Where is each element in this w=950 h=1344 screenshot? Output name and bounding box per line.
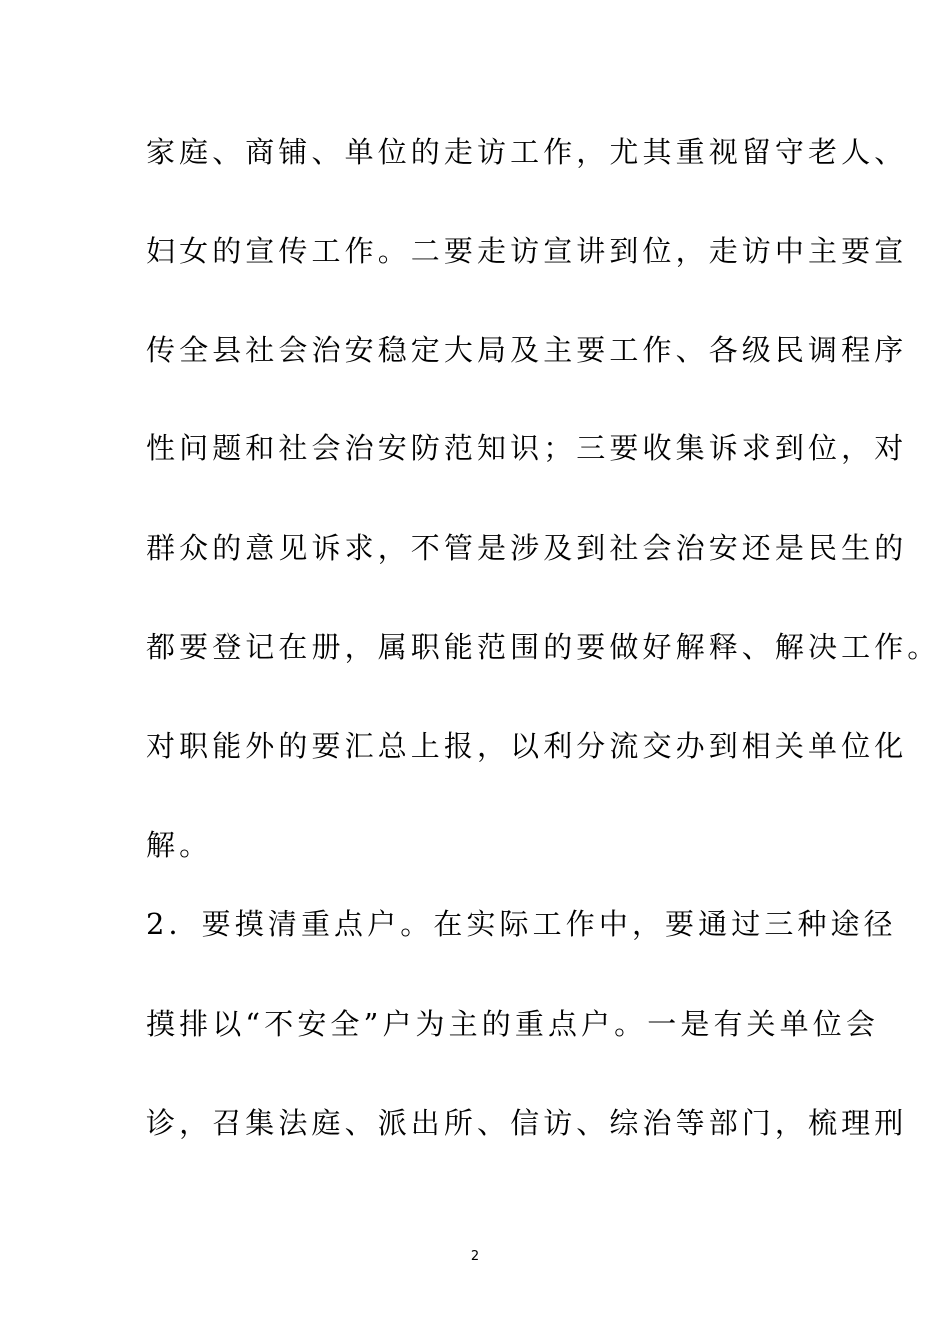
text-line: 群众的意见诉求，不管是涉及到社会治安还是民生的 [146,531,908,565]
text-line: 对职能外的要汇总上报，以利分流交办到相关单位化 [146,729,908,763]
text-line: 都要登记在册，属职能范围的要做好解释、解决工作。 [146,630,941,664]
text-line: 性问题和社会治安防范知识；三要收集诉求到位，对 [146,431,908,465]
text-line: 解。 [146,828,213,862]
text-line: 妇女的宣传工作。二要走访宣讲到位，走访中主要宣 [146,234,908,268]
text-line: 2．要摸清重点户。在实际工作中，要通过三种途径 [146,907,897,941]
text-line: 摸排以“不安全”户为主的重点户。一是有关单位会 [146,1007,879,1041]
text-line: 传全县社会治安稳定大局及主要工作、各级民调程序 [146,333,908,367]
text-line: 家庭、商铺、单位的走访工作，尤其重视留守老人、 [146,135,908,169]
text-line: 诊，召集法庭、派出所、信访、综治等部门，梳理刑 [146,1106,908,1140]
page-number: 2 [470,1249,480,1264]
